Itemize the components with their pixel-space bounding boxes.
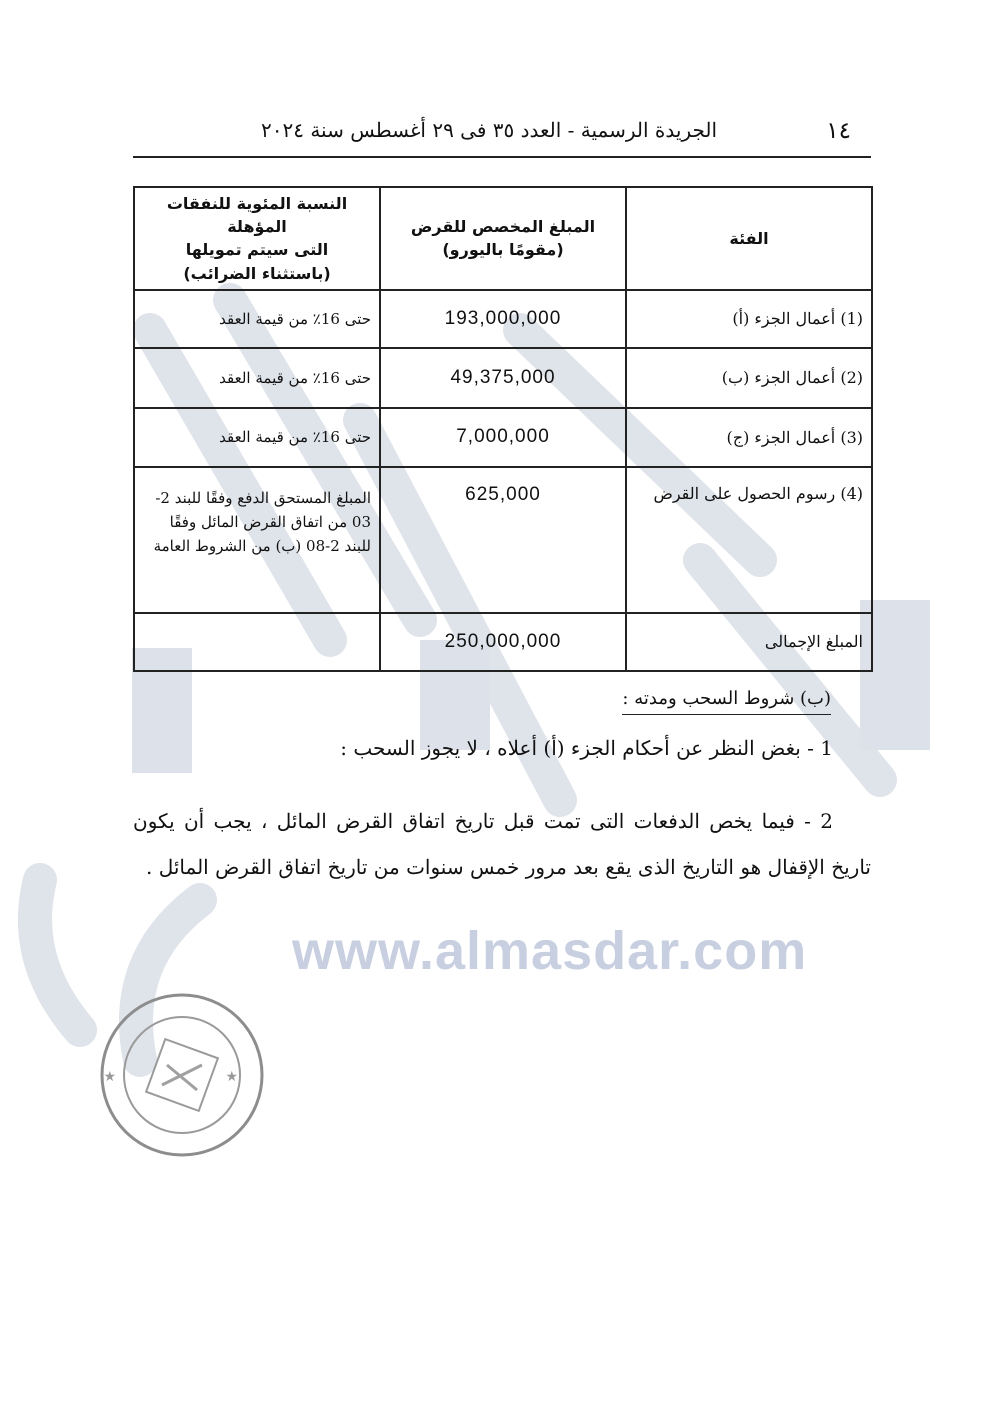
row-percentage: حتى 16٪ من قيمة العقد bbox=[134, 408, 380, 467]
row-amount: 193,000,000 bbox=[380, 290, 626, 348]
withdrawal-conditions-heading bbox=[622, 688, 871, 709]
loan-allocation-table bbox=[133, 186, 873, 672]
header-amount bbox=[380, 187, 626, 290]
page-number: ١٤ bbox=[826, 118, 851, 144]
row-amount: 7,000,000 bbox=[380, 408, 626, 467]
row-percentage: المبلغ المستحق الدفع وفقًا للبند 2-03 من اتفاق القرض المائل وفقًا للبند 2-08 (ب) من الشروط العامة bbox=[134, 467, 380, 613]
row-amount: 625,000 bbox=[380, 467, 626, 613]
total-label: المبلغ الإجمالى bbox=[626, 613, 872, 671]
row-percentage: حتى 16٪ من قيمة العقد bbox=[134, 290, 380, 348]
header-line: التى سيتم تمويلها bbox=[185, 240, 329, 260]
condition-1: 1 - بغض النظر عن أحكام الجزء (أ) أعلاه ، لا يجوز السحب : bbox=[340, 736, 833, 760]
row-category: (1) أعمال الجزء (أ) bbox=[626, 290, 872, 348]
total-amount: 250,000,000 bbox=[380, 613, 626, 671]
table-total-row bbox=[134, 613, 872, 671]
official-seal-icon bbox=[92, 985, 272, 1165]
total-percentage bbox=[134, 613, 380, 671]
header-category bbox=[626, 187, 872, 290]
table-header-row bbox=[134, 187, 872, 290]
header-percentage bbox=[134, 187, 380, 290]
gazette-title: الجريدة الرسمية - العدد ٣٥ فى ٢٩ أغسطس سنة ٢٠٢٤ bbox=[261, 118, 718, 142]
table-row bbox=[134, 348, 872, 408]
header-line: المبلغ المخصص للقرض bbox=[410, 217, 596, 237]
table-row bbox=[134, 408, 872, 467]
row-category: (4) رسوم الحصول على القرض bbox=[626, 467, 872, 613]
row-category: (3) أعمال الجزء (ج) bbox=[626, 408, 872, 467]
header-line: (مقومًا باليورو) bbox=[442, 240, 564, 260]
page-header bbox=[133, 110, 871, 158]
header-line: النسبة المئوية للنفقات المؤهلة bbox=[166, 194, 348, 237]
svg-text:★: ★ bbox=[103, 1069, 116, 1085]
site-watermark: www.almasdar.com bbox=[292, 921, 808, 981]
row-category: (2) أعمال الجزء (ب) bbox=[626, 348, 872, 408]
row-amount: 49,375,000 bbox=[380, 348, 626, 408]
row-percentage: حتى 16٪ من قيمة العقد bbox=[134, 348, 380, 408]
sub-heading-text: (ب) شروط السحب ومدته : bbox=[622, 688, 831, 709]
header-line: (باستثناء الضرائب) bbox=[183, 263, 331, 283]
table-row bbox=[134, 467, 872, 613]
condition-2: 2 - فيما يخص الدفعات التى تمت قبل تاريخ اتفاق القرض المائل ، يجب أن يكون تاريخ الإقفال هو التاريخ الذى يقع بعد مرور خمس سنوات من تاريخ اتفاق القرض المائل . bbox=[133, 809, 871, 879]
svg-text:★: ★ bbox=[225, 1069, 238, 1085]
heading-underline bbox=[622, 714, 831, 715]
header-line: الفئة bbox=[729, 228, 769, 248]
table-row bbox=[134, 290, 872, 348]
